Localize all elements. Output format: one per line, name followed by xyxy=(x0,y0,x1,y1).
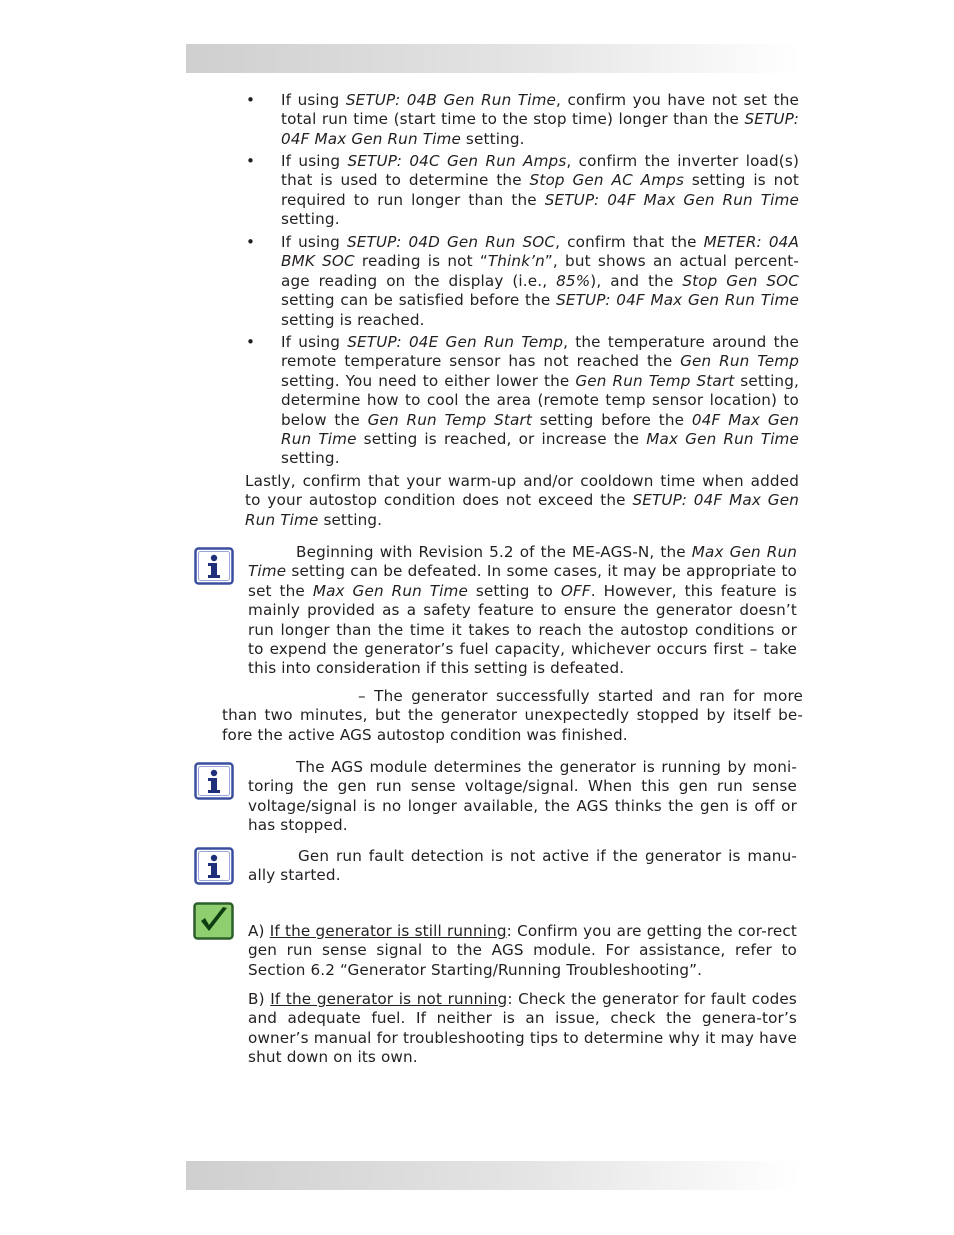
emphasized-term: Stop Gen SOC xyxy=(682,271,799,290)
footer-band xyxy=(186,1161,800,1190)
emphasized-term: SETUP: 04B Gen Run Time xyxy=(345,91,557,109)
info-icon xyxy=(194,547,234,585)
text-run: If using xyxy=(281,333,348,351)
info-icon xyxy=(194,762,234,800)
text-run: setting is not required to run longer than the xyxy=(281,171,799,209)
text-run: setting can be defeated. In some cases, it may be appropriate to set the xyxy=(248,562,797,600)
text-run: setting. xyxy=(281,449,340,468)
remedy-b xyxy=(248,990,797,1068)
text-run: setting is reached, or increase the xyxy=(356,430,647,449)
lastly-paragraph xyxy=(245,472,799,530)
text-run: If using xyxy=(281,91,346,109)
emphasized-term: METER: 04A BMK SOC xyxy=(281,233,799,271)
text-run: , confirm you have not set the total run time (start time to the stop time) longer than the xyxy=(281,91,799,129)
emphasized-term: Gen Run Temp Start xyxy=(575,371,735,390)
emphasized-term: SETUP: 04F Max Gen Run Time xyxy=(544,190,799,209)
text-run: setting, determine how to cool the area (remote temp sensor location) to below the xyxy=(281,371,799,429)
emphasized-term: Max Gen Run Time xyxy=(248,543,798,581)
emphasized-term: SETUP: 04F Max Gen Run Time xyxy=(281,110,799,148)
bullet-mark: • xyxy=(246,152,255,170)
remedy-b-text: : Check the generator for fault codes and adequate fuel. If neither is an issue, check the genera-tor’s owner’s manual for troubleshooting tips to determine why it may have shut down on its own. xyxy=(248,990,797,1067)
text-run: setting. You need to either lower the xyxy=(281,371,576,390)
text-run: setting. xyxy=(460,129,525,148)
emphasized-term: OFF xyxy=(560,581,591,600)
remedy-a-condition: If the generator is still running xyxy=(269,922,507,940)
remedy-b-condition: If the generator is not running xyxy=(270,990,508,1008)
emphasized-term: SETUP: 04F Max Gen Run Time xyxy=(556,291,799,310)
emphasized-term: Think’n xyxy=(487,252,545,271)
bullet-mark: • xyxy=(246,333,255,351)
bullet-mark: • xyxy=(246,233,255,251)
emphasized-term: Gen Run Temp xyxy=(680,352,799,371)
text-run: setting. xyxy=(318,510,383,529)
text-run: ), and the xyxy=(590,271,683,290)
text-run: . However, this feature is mainly provided as a safety feature to ensure the generator doesn’t run longer than the time it takes to reach the autostop conditions or to expend the generator’s fuel capacity, whichever occurs first – take this into consideration if this setting is defeated. xyxy=(248,581,797,678)
text-run: ”, but shows an actual percent-age reading on the display (i.e., xyxy=(281,252,799,290)
remedy-a-text: : Confirm you are getting the cor-rect gen run sense signal to the AGS module. For assistance, refer to Section 6.2 “Generator Starting/Running Troubleshooting”. xyxy=(248,922,797,979)
info-note-text xyxy=(248,543,797,679)
text-run: setting before the xyxy=(531,410,692,429)
text-run: setting to xyxy=(467,581,561,600)
emphasized-term: Max Gen Run Time xyxy=(646,430,799,449)
fault-description: – The generator successfully started and ran for more than two minutes, but the generator unexpectedly stopped by itself be-fore the active AGS autostop condition was finished. xyxy=(222,687,803,744)
text-run: Lastly, confirm that your warm-up and/or cooldown time when added to your autostop condition does not exceed the xyxy=(245,472,799,510)
info-note-text: Gen run fault detection is not active if the generator is manu-ally started. xyxy=(248,847,797,885)
text-run: If using xyxy=(281,233,347,251)
emphasized-term: SETUP: 04D Gen Run SOC xyxy=(346,233,556,251)
text-run: setting can be satisfied before the xyxy=(281,291,557,310)
text-run: reading is not “ xyxy=(354,252,488,271)
info-icon xyxy=(194,847,234,885)
text-run: If using xyxy=(281,152,348,170)
text-run: setting. xyxy=(281,210,340,229)
bullet-mark: • xyxy=(246,91,255,109)
remedy-a xyxy=(248,922,797,980)
emphasized-term: 85% xyxy=(556,271,591,290)
checkmark-icon xyxy=(193,902,233,940)
text-run: , confirm the inverter load(s) that is used to determine the xyxy=(281,152,800,190)
bullet-item xyxy=(281,233,799,330)
emphasized-term: SETUP: 04C Gen Run Amps xyxy=(347,152,567,170)
bullet-item xyxy=(281,333,799,469)
remedy-a-prefix: A) xyxy=(248,922,270,940)
emphasized-term: 04F Max Gen Run Time xyxy=(281,410,800,449)
text-run: Beginning with Revision 5.2 of the ME-AGS-N, the xyxy=(296,543,692,561)
emphasized-term: Gen Run Temp Start xyxy=(367,410,532,429)
emphasized-term: SETUP: 04E Gen Run Temp xyxy=(347,333,564,351)
text-run: , the temperature around the remote temperature sensor has not reached the xyxy=(281,333,799,371)
emphasized-term: SETUP: 04F Max Gen Run Time xyxy=(245,491,799,529)
remedy-b-prefix: B) xyxy=(248,990,271,1008)
header-band xyxy=(186,44,800,73)
text-run: setting is reached. xyxy=(281,310,425,329)
info-note-text: The AGS module determines the generator is running by moni-toring the gen run sense voltage/signal. When this gen run sense voltage/signal is no longer available, the AGS thinks the gen is off or has stopped. xyxy=(248,758,797,835)
text-run: , confirm that the xyxy=(555,233,704,251)
emphasized-term: Stop Gen AC Amps xyxy=(529,171,685,190)
emphasized-term: Max Gen Run Time xyxy=(312,581,468,600)
bullet-item xyxy=(281,152,799,230)
bullet-item xyxy=(281,91,799,149)
